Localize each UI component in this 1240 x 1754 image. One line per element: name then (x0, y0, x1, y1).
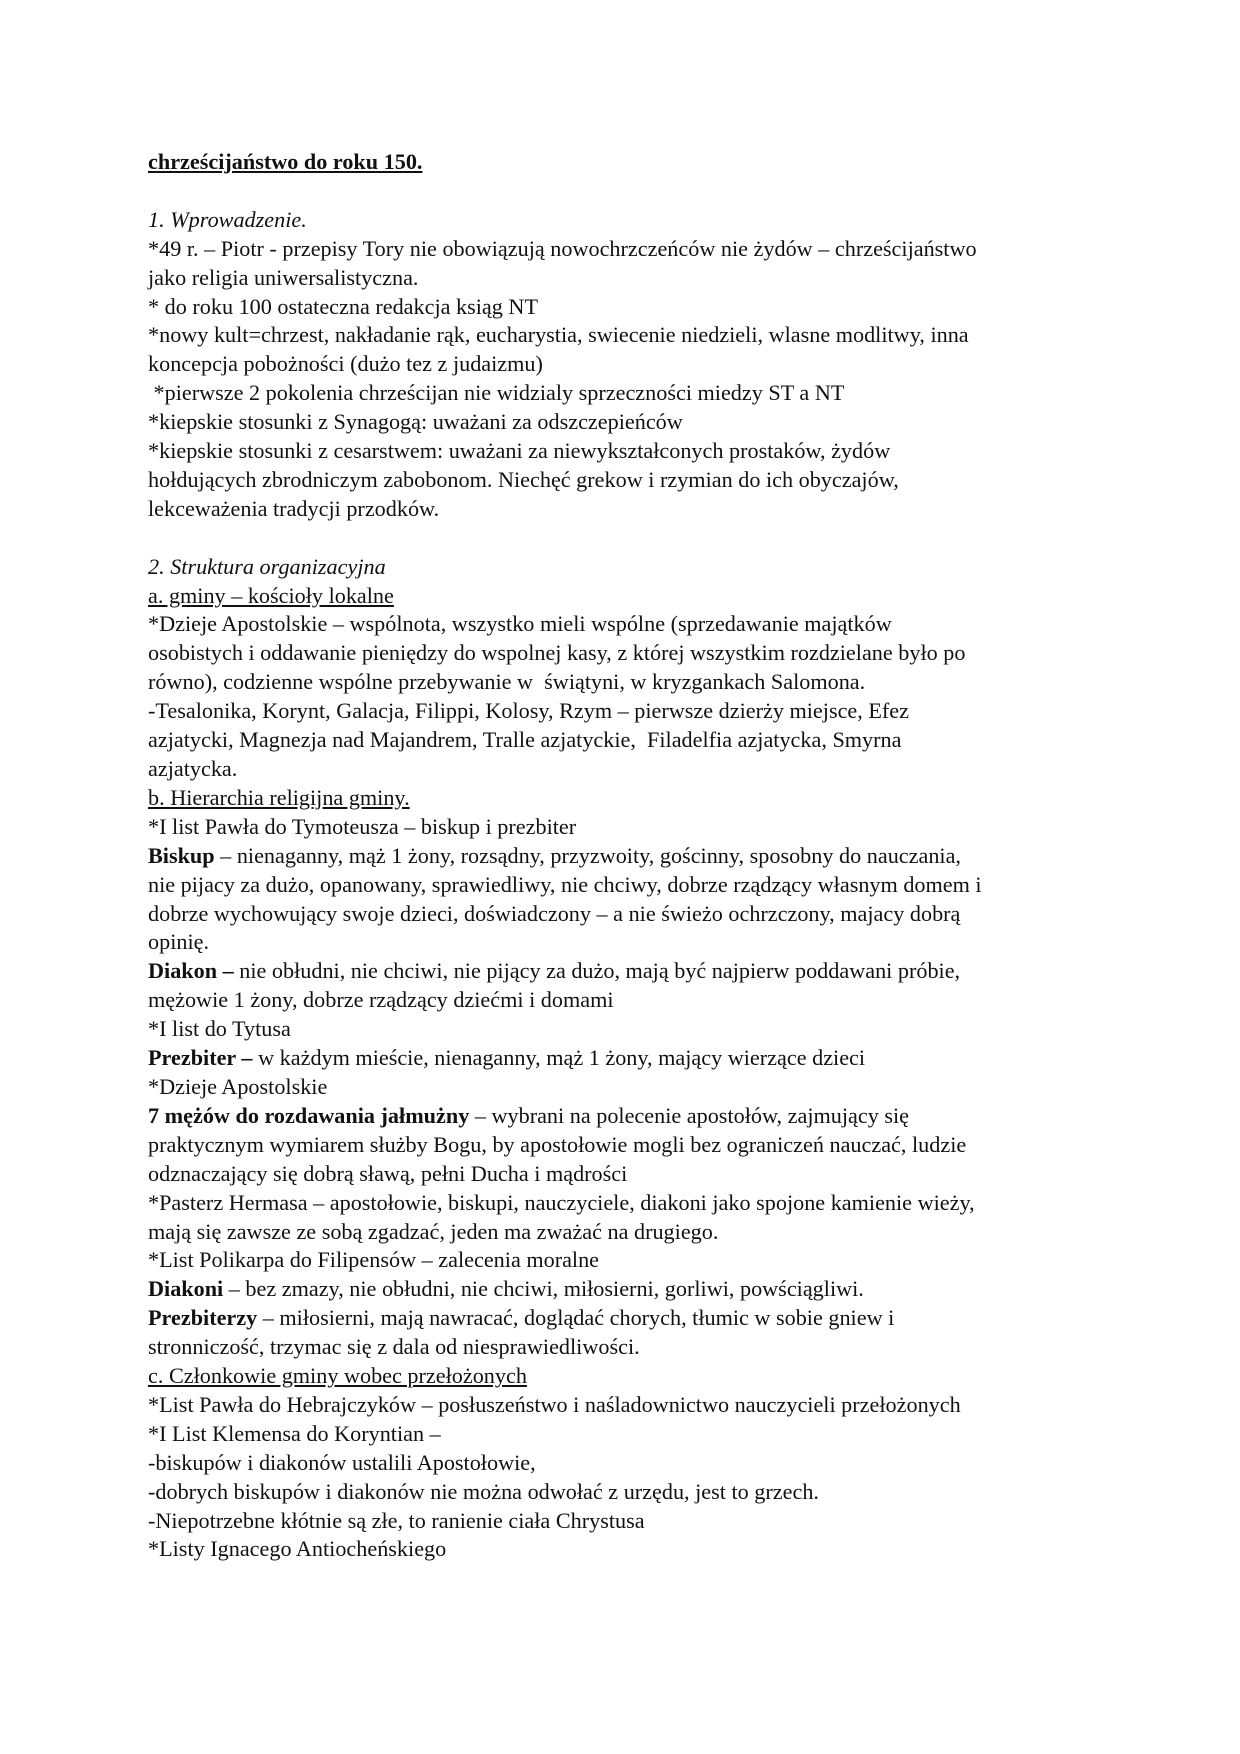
text-line: -biskupów i diakonów ustalili Apostołowie, (148, 1449, 536, 1475)
term-diakon: Diakon – (148, 958, 234, 984)
text-line: -dobrych biskupów i diakonów nie można odwołać z urzędu, jest to grzech. (148, 1478, 819, 1504)
blank-line (148, 524, 1098, 553)
text-line: *nowy kult=chrzest, nakładanie rąk, eucharystia, swiecenie niedzieli, wlasne modlitwy, inna (148, 322, 969, 348)
term-prezbiter: Prezbiter – (148, 1045, 253, 1071)
subheading-a: a. gminy – kościoły lokalne (148, 582, 394, 608)
term-diakoni: Diakoni (148, 1276, 224, 1302)
diakon-line (148, 957, 1098, 986)
text-line: stronniczość, trzymac się z dala od niesprawiedliwości. (148, 1334, 640, 1360)
blank-line (148, 177, 1098, 206)
section-heading-intro: 1. Wprowadzenie. (148, 206, 307, 232)
text-line: *pierwsze 2 pokolenia chrześcijan nie widzialy sprzeczności miedzy ST a NT (148, 380, 845, 406)
subheading-c: c. Członkowie gminy wobec przełożonych (148, 1363, 527, 1389)
text-line: *Pasterz Hermasa – apostołowie, biskupi, nauczyciele, diakoni jako spojone kamienie wieży, (148, 1189, 975, 1215)
prezbiter-line (148, 1044, 1098, 1073)
term-text: – miłosierni, mają nawracać, doglądać chorych, tłumic w sobie gniew i (257, 1305, 895, 1331)
text-line: *Dzieje Apostolskie – wspólnota, wszystko mieli wspólne (sprzedawanie majątków (148, 611, 892, 637)
text-line: *I list do Tytusa (148, 1016, 291, 1042)
document-title: chrześcijaństwo do roku 150. (148, 149, 423, 174)
text-line: * do roku 100 ostateczna redakcja ksiąg NT (148, 293, 538, 319)
text-line: azjatycki, Magnezja nad Majandrem, Tralle azjatyckie, Filadelfia azjatycka, Smyrna (148, 727, 902, 753)
text-line: *I list Pawła do Tymoteusza – biskup i prezbiter (148, 813, 577, 839)
text-line: odznaczający się dobrą sławą, pełni Ducha i mądrości (148, 1160, 628, 1186)
text-line: -Niepotrzebne kłótnie są złe, to ranienie ciała Chrystusa (148, 1507, 645, 1533)
text-line: *kiepskie stosunki z Synagogą: uważani za odszczepieńców (148, 409, 683, 435)
text-line: mają się zawsze ze sobą zgadzać, jeden ma zważać na drugiego. (148, 1218, 719, 1244)
text-line: opinię. (148, 929, 210, 955)
text-line: *49 r. – Piotr - przepisy Tory nie obowiązują nowochrzczeńców nie żydów – chrześcijaństwo (148, 235, 977, 261)
text-line: *Listy Ignacego Antiocheńskiego (148, 1536, 447, 1562)
text-line: *I List Klemensa do Koryntian – (148, 1420, 441, 1446)
text-line: osobistych i oddawanie pieniędzy do wspolnej kasy, z której wszystkim rozdzielane było po (148, 640, 966, 666)
mezow-line (148, 1102, 1098, 1131)
subheading-b: b. Hierarchia religijna gminy. (148, 784, 410, 810)
term-text: – wybrani na polecenie apostołów, zajmujący się (469, 1102, 909, 1128)
text-line: jako religia uniwersalistyczna. (148, 264, 419, 290)
text-line: *Dzieje Apostolskie (148, 1073, 328, 1099)
term-text: – nienaganny, mąż 1 żony, rozsądny, przyzwoity, gościnny, sposobny do nauczania, (214, 842, 961, 868)
text-line: lekceważenia tradycji przodków. (148, 495, 440, 521)
text-line: -Tesalonika, Korynt, Galacja, Filippi, Kolosy, Rzym – pierwsze dzierży miejsce, Efez (148, 698, 910, 724)
text-line: *kiepskie stosunki z cesarstwem: uważani za niewykształconych prostaków, żydów (148, 438, 891, 464)
term-text: – bez zmazy, nie obłudni, nie chciwi, miłosierni, gorliwi, powściągliwi. (223, 1276, 864, 1302)
term-text: w każdym mieście, nienaganny, mąż 1 żony, mający wierzące dzieci (252, 1045, 866, 1071)
text-line: koncepcja pobożności (dużo tez z judaizmu) (148, 351, 543, 377)
term-text: nie obłudni, nie chciwi, nie pijący za dużo, mają być najpierw poddawani próbie, (233, 958, 961, 984)
text-line: nie pijacy za dużo, opanowany, sprawiedliwy, nie chciwy, dobrze rządzący własnym domem i (148, 871, 982, 897)
term-biskup: Biskup (148, 842, 215, 868)
diakoni-line (148, 1275, 1098, 1304)
prezbiterzy-line (148, 1304, 1098, 1333)
text-line: mężowie 1 żony, dobrze rządzący dziećmi i domami (148, 987, 614, 1013)
term-mezow: 7 mężów do rozdawania jałmużny (148, 1102, 470, 1128)
text-line: *List Pawła do Hebrajczyków – posłuszeństwo i naśladownictwo nauczycieli przełożonych (148, 1391, 961, 1417)
text-line: równo), codzienne wspólne przebywanie w świątyni, w kryzgankach Salomona. (148, 669, 866, 695)
text-line: *List Polikarpa do Filipensów – zalecenia moralne (148, 1247, 600, 1273)
text-line: azjatycka. (148, 756, 238, 781)
text-line: praktycznym wymiarem służby Bogu, by apostołowie mogli bez ograniczeń nauczać, ludzie (148, 1131, 967, 1157)
biskup-line (148, 842, 1098, 871)
document-page (148, 148, 1098, 1564)
text-line: dobrze wychowujący swoje dzieci, doświadczony – a nie świeżo ochrzczony, majacy dobrą (148, 900, 961, 926)
section-heading-structure: 2. Struktura organizacyjna (148, 553, 386, 579)
term-prezbiterzy: Prezbiterzy (148, 1305, 258, 1331)
text-line: hołdujących zbrodniczym zabobonom. Niechęć grekow i rzymian do ich obyczajów, (148, 466, 899, 492)
